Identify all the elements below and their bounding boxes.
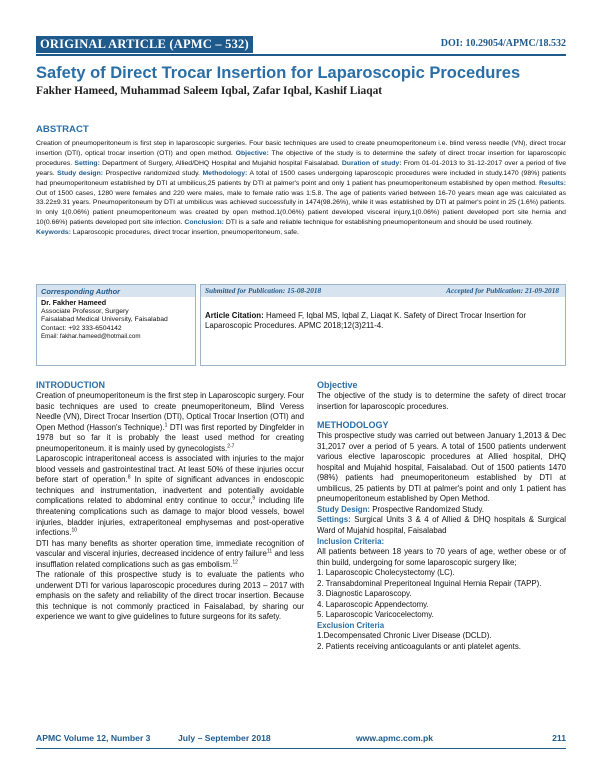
ref-9: 9 — [252, 495, 256, 502]
abstract-intro: Creation of pneumoperitoneum is first step in laparoscopic surgeries. Four basic techniques are used to create pneumoperitoneum i.e. blind veress needle (VN), direct trocar insertion (DTI), optical trocar insertion (OTI) and open method. — [36, 140, 566, 157]
abstract-methodology: A total of 1500 cases undergoing laparoscopic procedures were included in study.1470 (98%) patients had pneumoperitoneum established by DTI at umbilicus,25 patients by DTI at palmer's point and only 1 patient has pneumoperitoneum established by open method. — [36, 169, 566, 187]
citation-box — [200, 284, 566, 366]
page-footer — [36, 733, 566, 747]
objective-text: The objective of the study is to determine the safety of direct trocar insertion for laparoscopic procedures. — [317, 391, 566, 411]
exclusion-list-item: 1.Decompensated Chronic Liver Disease (DCLD). — [317, 631, 492, 641]
author-institution: Faisalabad Medical University, Faisalabad — [41, 316, 168, 324]
procedure-list-item: 4. Laparoscopic Appendectomy. — [317, 599, 429, 609]
exclusion-heading: Exclusion Criteria — [317, 620, 385, 630]
methodology-heading: METHODOLOGY — [317, 420, 389, 431]
citation-text-block — [201, 297, 565, 332]
author-list: Fakher Hameed, Muhammad Saleem Iqbal, Zafar Iqbal, Kashif Liaqat — [36, 85, 383, 97]
keywords-text: Laparoscopic procedures, direct trocar insertion, pneumoperitoneum, safe. — [72, 229, 299, 237]
ref-1: 1 — [164, 422, 168, 429]
settings-line — [317, 515, 566, 536]
methodology-text: This prospective study was carried out between January 1,2013 & Dec 31,2017 over a period of 5 years. A total of 1500 patients underwent various elective laparoscopic procedures at Allied hospital, DHQ hospital and Mujahid hospital, Faisalabad. Out of 1500 patients 1470 (98%) patients had pneumoperitoneum established by DTI at umbilicus, 25 patients by DTI at palmer's point and only 1 patient has pneumoperitoneum established by Open Method. — [317, 431, 566, 504]
submission-dates — [201, 285, 565, 297]
procedure-list-item: 3. Diagnostic Laparoscopy. — [317, 589, 412, 599]
corresponding-author-box — [36, 284, 196, 366]
intro-p1-text: Creation of pneumoperitoneum is the first step in Laparoscopic surgery. Four basic techniques are used to create pneumoperitoneum, Blind Veress Needle (VN), Direct Trocar Insertion (DTI), Optical Trocar Insertion (OTI) and Open Method (Hasson's Technique). — [36, 391, 304, 432]
study-design-label: Study Design: — [317, 504, 371, 514]
intro-paragraph-4: The rationale of this prospective study is to evaluate the patients who underwent DTI for various laparoscopic procedures during 2013 – 2017 with emphasis on the safety and reliability of the direct trocar insertion. Because this technique is not commonly practiced in Faisalabad, by sharing our experience we want to give guidelines to future surgeons for its safety. — [36, 570, 304, 622]
doi-label: DOI: 10.29054/APMC/18.532 — [440, 38, 566, 49]
submitted-date: Submitted for Publication: 15-08-2018 — [205, 286, 322, 295]
intro-p3b-text: and less insufflation related complications such as gas embolism. — [36, 549, 304, 569]
accepted-date: Accepted for Publication: 21-09-2018 — [446, 286, 559, 295]
procedure-list-item: 5. Laparoscopic Varicocelectomy. — [317, 610, 434, 620]
procedure-list-item: 2. Transabdominal Preperitoneal Inguinal Hernia Repair (TAPP). — [317, 578, 542, 588]
abstract-setting: Department of Surgery, Allied/DHQ Hospital and Mujahid hospital Faisalabad. — [102, 159, 340, 167]
inclusion-text: All patients between 18 years to 70 years of age, wether obese or of thin build, undergoing for some laparoscopic surgery like; — [317, 547, 566, 567]
abstract-conclusion: DTI is a safe and reliable technique for establishing pneumoperitoneum and should be used routinely. — [225, 219, 533, 227]
footer-journal: APMC Volume 12, Number 3 — [36, 733, 151, 743]
intro-p1b-text: DTI was first reported by Dingfelder in 1978 but so far it is probably the least used method for creating pneumoperitoneum. it is mainly used by gynecologists. — [36, 422, 304, 453]
abstract-design-label: Study design: — [57, 169, 104, 177]
author-position: Associate Professor, Surgery — [41, 307, 129, 315]
citation-label: Article Citation: — [205, 311, 264, 320]
settings-label: Settings: — [317, 515, 351, 525]
footer-page-number: 211 — [552, 733, 566, 743]
intro-p2c-text: including life threatening complications such as damage to major blood vessels, bowel injuries, bladder injuries, extraperitoneal emphysemas and post-operative infections. — [36, 496, 304, 538]
abstract-setting-label: Setting: — [74, 159, 100, 167]
introduction-heading: INTRODUCTION — [36, 380, 105, 390]
settings-value: Surgical Units 3 & 4 of Allied & DHQ hospitals & Surgical Ward of Mujahid hospital, Faisalabad — [317, 515, 566, 536]
abstract-section — [36, 124, 566, 238]
footer-issue: July – September 2018 — [178, 733, 271, 743]
intro-p3-text: DTI has many benefits as shorter operation time, immediate recognition of vascular and visceral injuries, decreased incidence of entry failure — [36, 538, 304, 559]
abstract-conclusion-label: Conclusion: — [184, 219, 224, 227]
corresponding-author-heading: Corresponding Author — [37, 285, 195, 297]
article-title: Safety of Direct Trocar Insertion for Laparoscopic Procedures — [36, 64, 521, 82]
author-contact: Contact: +92 333-6504142 — [41, 324, 122, 332]
header-bar — [36, 36, 566, 56]
intro-p2-text: Laparoscopic intraperitoneal access is associated with injuries to the major blood vessels and gastrointestinal tract. At least 50% of these injuries occur before start of operation. — [36, 454, 304, 485]
abstract-objective: The objective of the study is to determine the safety of direct trocar insertion for laparoscopic procedures. — [36, 149, 567, 167]
right-column — [317, 380, 566, 653]
intro-paragraph-1 — [36, 391, 304, 454]
intro-paragraph-3 — [36, 539, 304, 571]
study-design-value: Prospective Randomized Study. — [372, 504, 484, 514]
ref-12: 12 — [232, 559, 238, 566]
left-column — [36, 380, 304, 623]
ref-8: 8 — [127, 474, 131, 481]
author-email: Email: fakhar.hameed@hotmail.com — [41, 333, 141, 341]
objective-heading: Objective — [317, 380, 358, 390]
abstract-duration-label: Duration of study: — [341, 159, 402, 167]
abstract-objective-label: Objective: — [235, 149, 269, 157]
intro-p2b-text: In spite of significant advances in endoscopic techniques and instrumentation, inadvertent and potentially avoidable complications related to abdominal entry continue to occur, — [36, 475, 304, 506]
abstract-body — [36, 139, 566, 238]
citation-text: Hameed F, Iqbal MS, Iqbal Z, Liaqat K. Safety of Direct Trocar Insertion for Laparoscopic Procedures. APMC 2018;12(3)211-4. — [205, 311, 527, 331]
corresponding-author-details — [37, 297, 195, 344]
abstract-results: Out of 1500 cases, 1280 were females and 220 were males, male to female ratio was 1:5.8. The age of patients varied between 16-70 years mean age was calculated as 33.22±9.31 years. Pneumoperitoneum by DTI at umbilicus was achieved successfully in 1474(98.26%), while it was established by DTI at palmer's point in 25 (1.6%) patients. In only 1(0.06%) patient pneumoperitoneum was created by open method.1(0.06%) patient developed visceral injury,1(0.06%) patient developed port site hernia and 10(0.66%) patients developed port site infection. — [36, 189, 566, 227]
study-design-line — [317, 505, 566, 516]
intro-paragraph-2 — [36, 454, 304, 538]
inclusion-heading: Inclusion Criteria: — [317, 536, 385, 546]
abstract-results-label: Results: — [538, 179, 566, 187]
abstract-heading: ABSTRACT — [36, 124, 89, 135]
ref-2-7: 2-7 — [227, 443, 235, 450]
abstract-methodology-label: Methodology: — [202, 169, 248, 177]
footer-rule — [36, 748, 566, 749]
footer-website: www.apmc.com.pk — [356, 733, 434, 743]
article-type-tag: ORIGINAL ARTICLE (APMC – 532) — [36, 36, 253, 53]
keywords-label: Keywords: — [36, 229, 71, 237]
abstract-design: Prospective randomized study. — [105, 169, 200, 177]
abstract-duration: From 01-01-2013 to 31-12-2017 over a period of five years. — [36, 159, 567, 177]
ref-11: 11 — [266, 548, 273, 555]
procedure-list-item: 1. Laparoscopic Cholecystectomy (LC). — [317, 568, 455, 578]
ref-10: 10 — [71, 527, 78, 534]
author-name: Dr. Fakher Hameed — [41, 298, 107, 307]
exclusion-list-item: 2. Patients receiving anticoagulants or anti platelet agents. — [317, 642, 521, 652]
